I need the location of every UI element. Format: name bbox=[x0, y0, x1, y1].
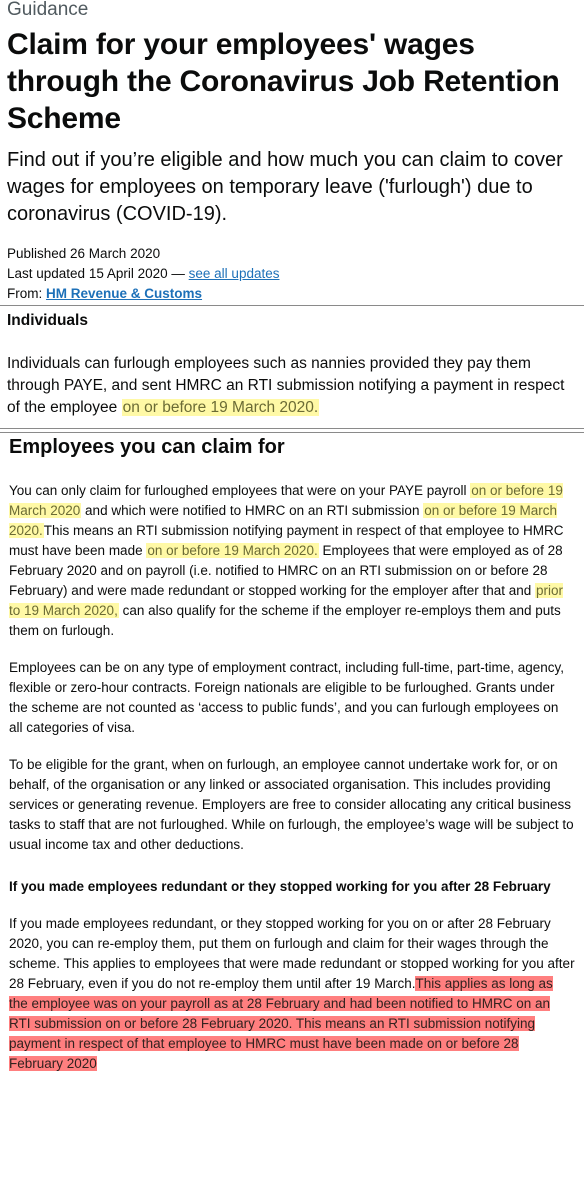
text-run: Employees that were employed as of 28 February 2020 and on payroll (i.e. notified to HMRC on an RTI submission on or before 28 February) and were made redundant or stopped working for the employer after that and bbox=[9, 543, 563, 598]
text-run: can also qualify for the scheme if the employer re-employs them and puts them on furlough. bbox=[9, 603, 561, 638]
employees-paragraph-3: To be eligible for the grant, when on furlough, an employee cannot undertake work for, or on behalf, of the organisation or any linked or associated organisation. This includes providing services or generating revenue. Employers are free to consider allocating any critical business tasks to staff that are not furloughed. While on furlough, the employee’s wage will be subject to usual income tax and other deductions. bbox=[9, 757, 574, 852]
published-date: Published 26 March 2020 bbox=[7, 246, 161, 261]
last-updated bbox=[7, 264, 579, 284]
page-header bbox=[7, 0, 579, 304]
page-lede: Find out if you’re eligible and how much you can claim to cover wages for employees on temporary leave ('furlough') due to coronavirus (COVID-19). bbox=[7, 149, 563, 225]
individuals-section bbox=[7, 311, 579, 419]
from-org-link[interactable]: HM Revenue & Customs bbox=[46, 286, 203, 301]
individuals-body: Individuals can furlough employees such as nannies provided they pay them through PAYE, and sent HMRC an RTI submission notifying a payment in respect of the employee bbox=[7, 355, 565, 416]
page-title: Claim for your employees' wages through the Coronavirus Job Retention Scheme bbox=[7, 28, 560, 135]
screenshot-divider bbox=[0, 432, 584, 433]
redundant-heading: If you made employees redundant or they stopped working for you after 28 February bbox=[9, 879, 551, 894]
employees-heading: Employees you can claim for bbox=[9, 436, 285, 458]
text-run: and which were notified to HMRC on an RTI submission bbox=[81, 503, 424, 518]
text-run: This means an RTI submission notifying payment in respect of that employee to HMRC must have been made bbox=[9, 523, 564, 558]
from-line bbox=[7, 284, 579, 304]
from-label: From: bbox=[7, 286, 43, 301]
individuals-heading: Individuals bbox=[7, 312, 88, 329]
employees-paragraph-1 bbox=[9, 481, 575, 641]
see-all-updates-link[interactable]: see all updates bbox=[188, 266, 280, 281]
employees-paragraph-2: Employees can be on any type of employment contract, including full-time, part-time, agency, flexible or zero-hour contracts. Foreign nationals are eligible to be furloughed. Grants under the scheme are not counted as ‘access to public funds’, and you can furlough employees on all categories of visa. bbox=[9, 660, 565, 735]
redundant-body: If you made employees redundant, or they stopped working for you on or after 28 February 2020, you can re-employ them, put them on furlough and claim for their wages through the scheme. This applies to employees that were made redundant or stopped working for you after 28 February, even if you do not re-employ them until after 19 March. bbox=[9, 916, 575, 991]
page-metadata bbox=[7, 244, 579, 304]
highlight-date: on or before 19 March 2020 bbox=[9, 483, 563, 518]
screenshot-divider bbox=[0, 305, 584, 306]
highlight-date: on or before 19 March 2020. bbox=[147, 543, 318, 558]
highlight-condition: This applies as long as the employee was on your payroll as at 28 February and had been notified to HMRC on an RTI submission on or before 28 February 2020. This means an RTI submission notifying payment in respect of that employee to HMRC must have been made on or before 28 February 2020 bbox=[9, 976, 553, 1071]
page-caption: Guidance bbox=[7, 0, 89, 20]
redundant-paragraph bbox=[9, 914, 575, 1074]
individuals-text bbox=[7, 353, 579, 419]
text-run: You can only claim for furloughed employees that were on your PAYE payroll bbox=[9, 483, 471, 498]
highlight-date: prior to 19 March 2020, bbox=[9, 583, 564, 618]
highlight-date: on or before 19 March 2020. bbox=[122, 399, 319, 416]
screenshot-divider bbox=[0, 428, 584, 429]
employees-section bbox=[9, 434, 575, 1074]
highlight-date: on or before 19 March 2020. bbox=[9, 503, 558, 538]
last-updated-text: Last updated 15 April 2020 — bbox=[7, 266, 185, 281]
